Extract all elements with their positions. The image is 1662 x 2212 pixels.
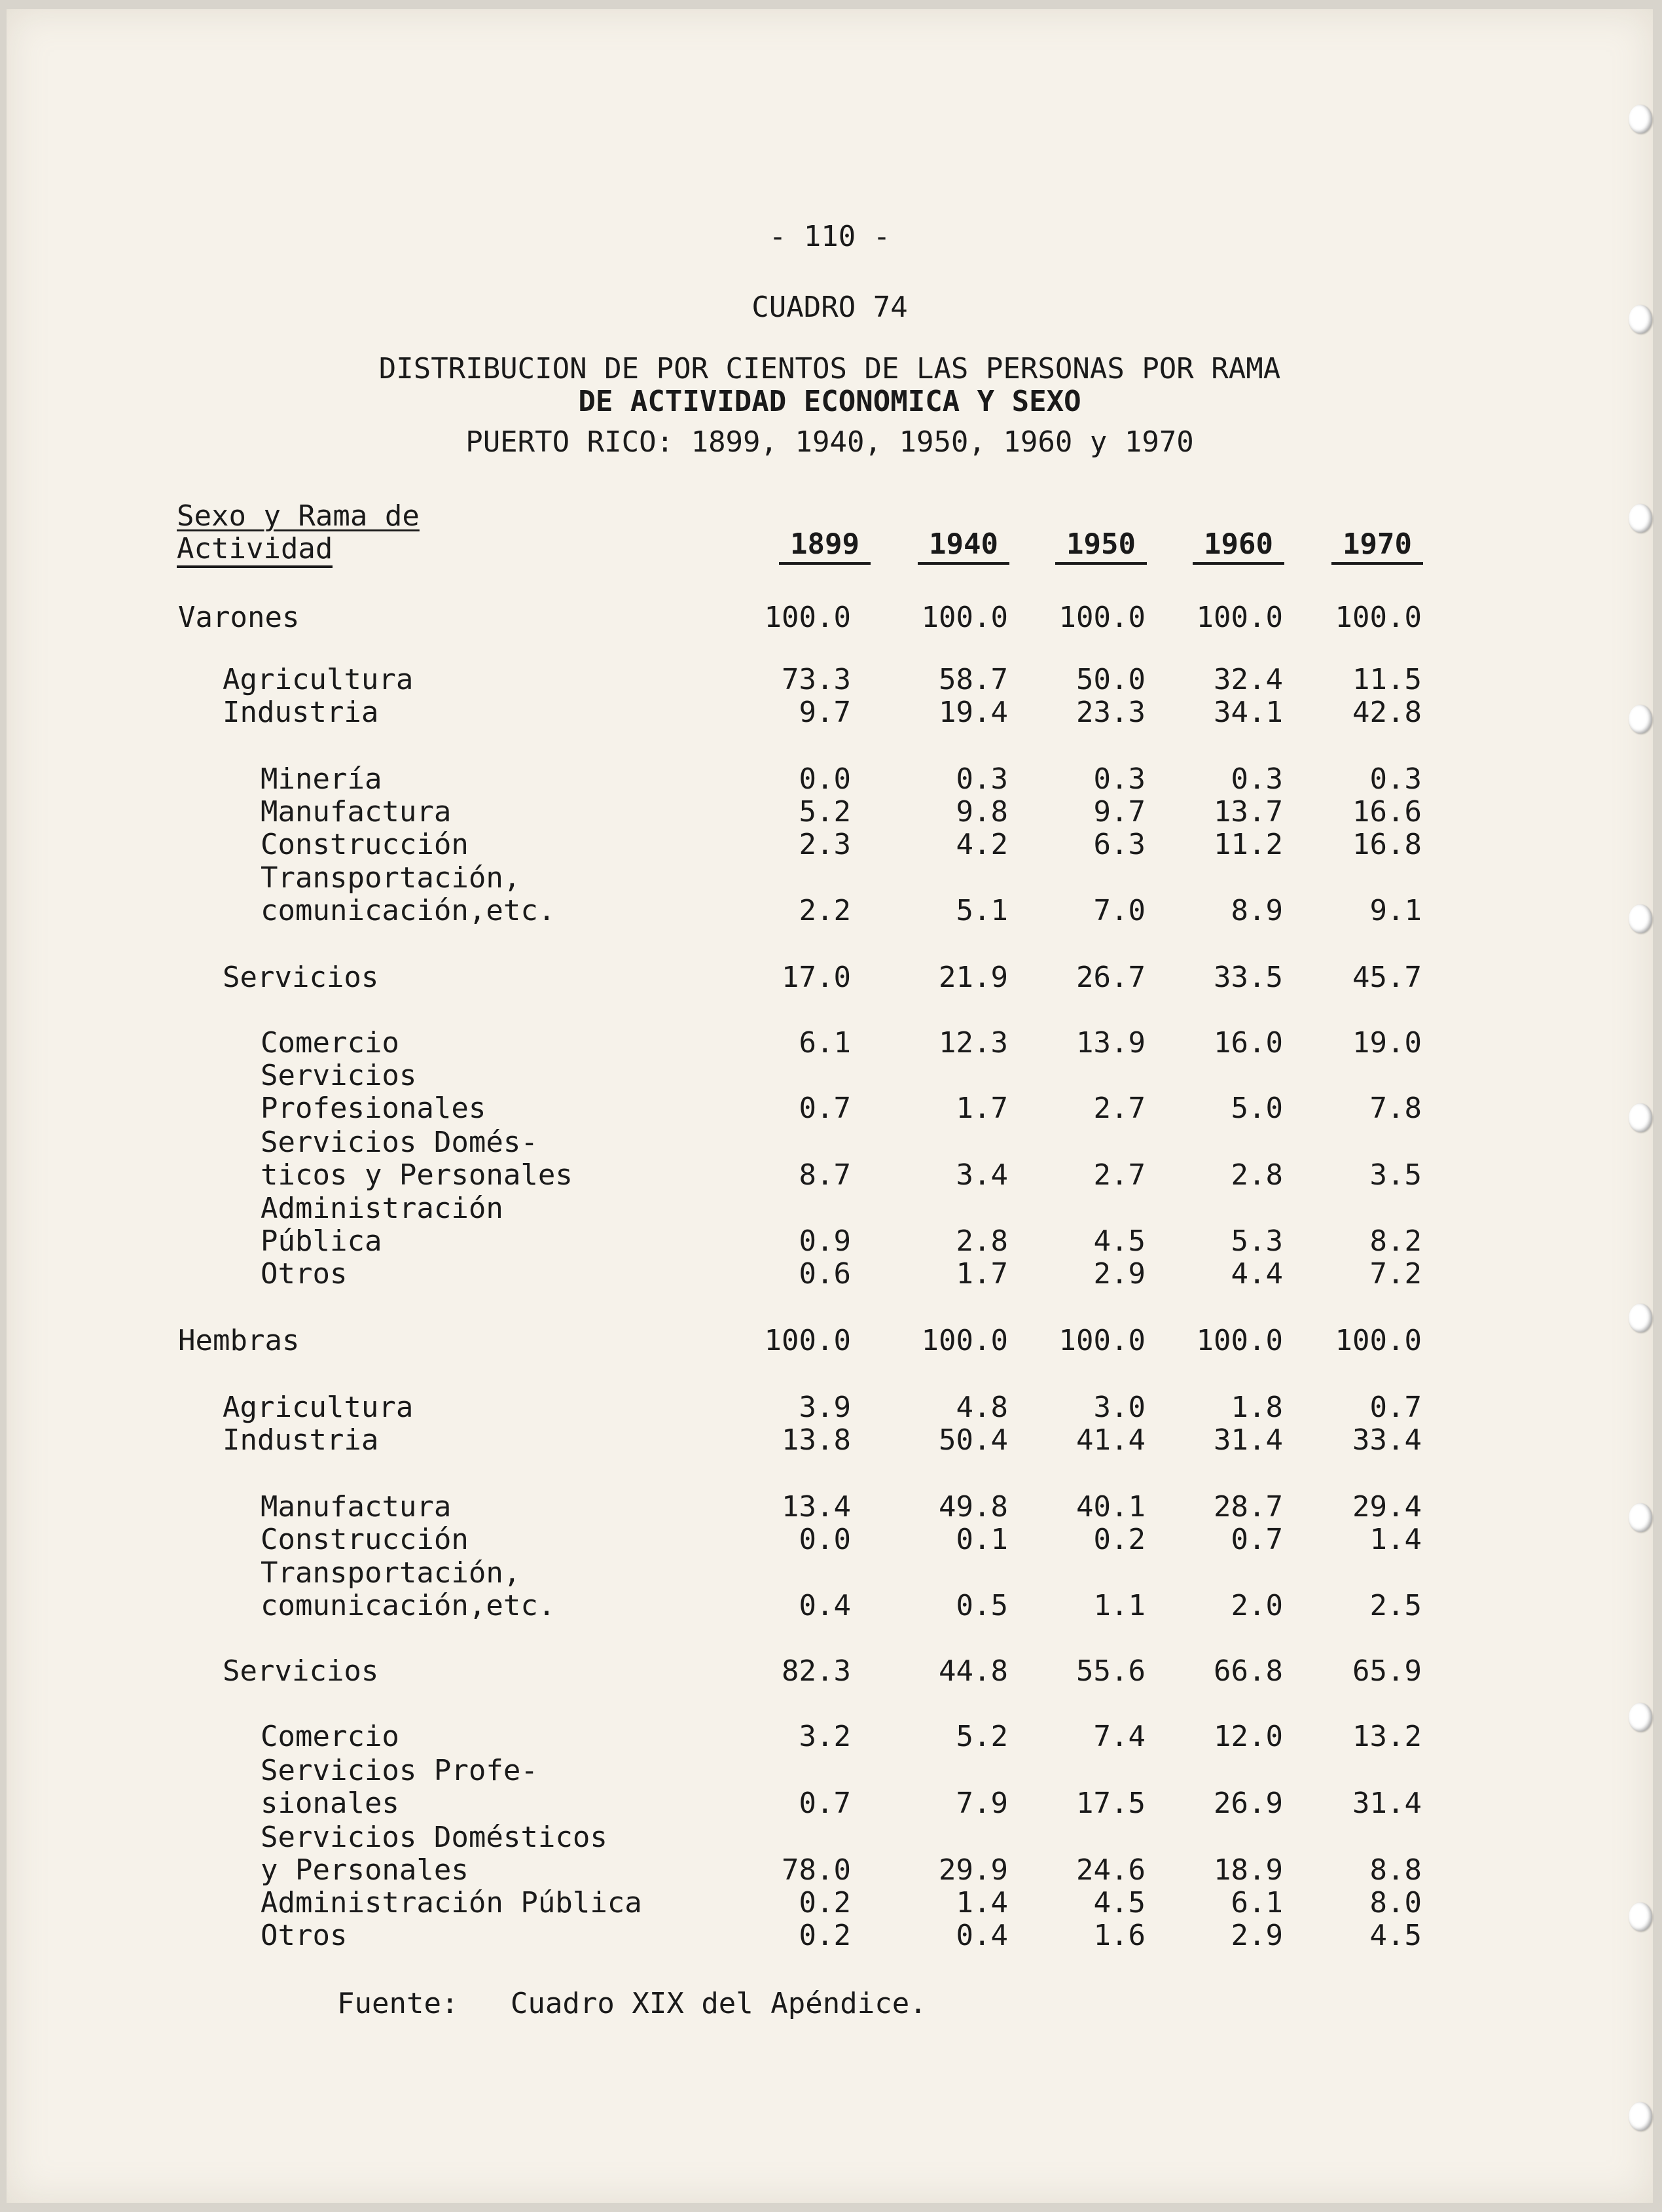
cell-value: 1.6 xyxy=(1093,1919,1146,1952)
cell-value: 3.2 xyxy=(799,1720,851,1753)
table-row xyxy=(7,1325,1653,1357)
cell-value: 2.7 xyxy=(1093,1092,1146,1125)
cell-value: 1.4 xyxy=(1369,1523,1422,1556)
cell-value: 2.7 xyxy=(1093,1158,1146,1192)
row-label: y Personales xyxy=(261,1853,469,1887)
table-row xyxy=(7,696,1653,729)
cell-value: 0.7 xyxy=(1369,1391,1422,1424)
cell-value: 0.6 xyxy=(799,1257,851,1291)
row-label: Construcción xyxy=(261,828,469,861)
cell-value: 100.0 xyxy=(764,601,851,634)
cell-value: 6.1 xyxy=(799,1026,851,1060)
cell-value: 100.0 xyxy=(1335,1324,1422,1357)
source-note xyxy=(337,1987,927,2020)
source-label: Fuente: xyxy=(337,1987,459,2020)
cell-value: 0.3 xyxy=(956,762,1008,796)
year-header: 1960 xyxy=(1193,527,1284,565)
cell-value: 7.8 xyxy=(1369,1092,1422,1125)
year-header: 1940 xyxy=(918,527,1009,565)
cell-value: 12.0 xyxy=(1214,1720,1283,1753)
row-label: Agricultura xyxy=(223,1391,414,1424)
table-row xyxy=(7,1821,1653,1854)
cell-value: 1.4 xyxy=(956,1886,1008,1919)
title-line-3: PUERTO RICO: 1899, 1940, 1950, 1960 y 1970 xyxy=(465,425,1194,459)
cell-value: 45.7 xyxy=(1352,961,1422,994)
cell-value: 1.8 xyxy=(1231,1391,1283,1424)
cell-value: 7.4 xyxy=(1093,1720,1146,1753)
cell-value: 6.3 xyxy=(1093,828,1146,861)
cell-value: 0.4 xyxy=(799,1589,851,1622)
cell-value: 2.5 xyxy=(1369,1589,1422,1622)
table-row xyxy=(7,1491,1653,1524)
title-line-1: DISTRIBUCION DE POR CIENTOS DE LAS PERSONAS POR RAMA xyxy=(378,352,1281,385)
cell-value: 7.0 xyxy=(1093,894,1146,927)
cell-value: 0.7 xyxy=(799,1787,851,1820)
cell-value: 23.3 xyxy=(1076,696,1146,729)
row-label: Transportación, xyxy=(261,1556,521,1590)
cell-value: 50.4 xyxy=(939,1423,1008,1457)
row-label: Minería xyxy=(261,762,382,796)
cell-value: 4.5 xyxy=(1093,1224,1146,1258)
row-label: Administración Pública xyxy=(261,1886,642,1919)
cell-value: 0.2 xyxy=(1093,1523,1146,1556)
cell-value: 31.4 xyxy=(1214,1423,1283,1457)
cell-value: 58.7 xyxy=(939,663,1008,696)
cell-value: 5.3 xyxy=(1231,1224,1283,1258)
cell-value: 0.9 xyxy=(799,1224,851,1258)
binder-hole xyxy=(1629,105,1652,134)
cell-value: 4.5 xyxy=(1093,1886,1146,1919)
cell-value: 100.0 xyxy=(764,1324,851,1357)
cell-value: 8.7 xyxy=(799,1158,851,1192)
cell-value: 33.5 xyxy=(1214,961,1283,994)
row-label: Servicios xyxy=(261,1059,417,1092)
cell-value: 2.9 xyxy=(1093,1257,1146,1291)
cell-value: 21.9 xyxy=(939,961,1008,994)
row-label: Servicios Domésticos xyxy=(261,1821,607,1854)
cell-value: 19.4 xyxy=(939,696,1008,729)
table-row xyxy=(7,1092,1653,1125)
cell-value: 2.2 xyxy=(799,894,851,927)
cell-value: 17.5 xyxy=(1076,1787,1146,1820)
row-label: Manufactura xyxy=(261,795,452,829)
cell-value: 12.3 xyxy=(939,1026,1008,1060)
cell-value: 34.1 xyxy=(1214,696,1283,729)
row-label: Otros xyxy=(261,1919,348,1952)
table-row xyxy=(7,895,1653,927)
cell-value: 49.8 xyxy=(939,1490,1008,1524)
cell-value: 2.9 xyxy=(1231,1919,1283,1952)
row-label: Servicios xyxy=(223,961,379,994)
binder-hole xyxy=(1629,2102,1652,2131)
row-label: Industria xyxy=(223,1423,379,1457)
cell-value: 55.6 xyxy=(1076,1654,1146,1688)
cell-value: 8.8 xyxy=(1369,1853,1422,1887)
cell-value: 11.2 xyxy=(1214,828,1283,861)
cell-value: 33.4 xyxy=(1352,1423,1422,1457)
table-row xyxy=(7,796,1653,829)
cell-value: 4.8 xyxy=(956,1391,1008,1424)
header-label-line-1: Sexo y Rama de xyxy=(177,499,420,533)
cell-value: 1.1 xyxy=(1093,1589,1146,1622)
table-row xyxy=(7,1126,1653,1159)
cell-value: 40.1 xyxy=(1076,1490,1146,1524)
cell-value: 0.3 xyxy=(1231,762,1283,796)
cell-value: 9.8 xyxy=(956,795,1008,829)
row-label: Transportación, xyxy=(261,861,521,895)
cell-value: 2.3 xyxy=(799,828,851,861)
year-header: 1950 xyxy=(1055,527,1147,565)
cell-value: 78.0 xyxy=(782,1853,851,1887)
cell-value: 13.7 xyxy=(1214,795,1283,829)
row-label: comunicación,etc. xyxy=(261,894,556,927)
cell-value: 26.7 xyxy=(1076,961,1146,994)
cell-value: 29.9 xyxy=(939,1853,1008,1887)
table-row xyxy=(7,829,1653,861)
cell-value: 28.7 xyxy=(1214,1490,1283,1524)
table-row xyxy=(7,1225,1653,1258)
cell-value: 0.7 xyxy=(799,1092,851,1125)
row-label: Hembras xyxy=(178,1324,300,1357)
cell-value: 16.0 xyxy=(1214,1026,1283,1060)
cell-value: 19.0 xyxy=(1352,1026,1422,1060)
cell-value: 5.2 xyxy=(799,795,851,829)
cell-value: 65.9 xyxy=(1352,1654,1422,1688)
row-label: Servicios Domés- xyxy=(261,1126,538,1159)
document-page xyxy=(7,9,1653,2203)
cell-value: 0.1 xyxy=(956,1523,1008,1556)
cell-value: 42.8 xyxy=(1352,696,1422,729)
row-label: ticos y Personales xyxy=(261,1158,573,1192)
cell-value: 0.3 xyxy=(1369,762,1422,796)
row-label: sionales xyxy=(261,1787,399,1820)
cell-value: 3.0 xyxy=(1093,1391,1146,1424)
row-label: comunicación,etc. xyxy=(261,1589,556,1622)
cell-value: 41.4 xyxy=(1076,1423,1146,1457)
cell-value: 9.7 xyxy=(1093,795,1146,829)
cell-value: 1.7 xyxy=(956,1092,1008,1125)
header-label-line-2: Actividad xyxy=(177,533,333,568)
column-header-label xyxy=(177,500,420,568)
cell-value: 100.0 xyxy=(1058,1324,1146,1357)
row-label: Manufactura xyxy=(261,1490,452,1524)
cell-value: 13.9 xyxy=(1076,1026,1146,1060)
table-row xyxy=(7,1655,1653,1688)
table-row xyxy=(7,1854,1653,1887)
cell-value: 24.6 xyxy=(1076,1853,1146,1887)
cell-value: 7.2 xyxy=(1369,1257,1422,1291)
cell-value: 5.2 xyxy=(956,1720,1008,1753)
cell-value: 0.3 xyxy=(1093,762,1146,796)
cell-value: 4.4 xyxy=(1231,1257,1283,1291)
cell-value: 8.9 xyxy=(1231,894,1283,927)
cell-value: 29.4 xyxy=(1352,1490,1422,1524)
cell-value: 8.0 xyxy=(1369,1886,1422,1919)
binder-hole xyxy=(1629,504,1652,533)
cell-value: 0.0 xyxy=(799,762,851,796)
cell-value: 13.4 xyxy=(782,1490,851,1524)
cell-value: 0.2 xyxy=(799,1919,851,1952)
cell-value: 3.5 xyxy=(1369,1158,1422,1192)
table-row xyxy=(7,1391,1653,1424)
cell-value: 0.7 xyxy=(1231,1523,1283,1556)
cell-value: 5.0 xyxy=(1231,1092,1283,1125)
row-label: Agricultura xyxy=(223,663,414,696)
row-label: Comercio xyxy=(261,1026,399,1060)
cell-value: 100.0 xyxy=(1058,601,1146,634)
table-row xyxy=(7,1258,1653,1291)
row-label: Pública xyxy=(261,1224,382,1258)
cell-value: 9.7 xyxy=(799,696,851,729)
cell-value: 7.9 xyxy=(956,1787,1008,1820)
table-row xyxy=(7,1887,1653,1919)
cell-value: 0.5 xyxy=(956,1589,1008,1622)
year-header: 1970 xyxy=(1331,527,1423,565)
cell-value: 1.7 xyxy=(956,1257,1008,1291)
table-row xyxy=(7,1060,1653,1092)
cell-value: 44.8 xyxy=(939,1654,1008,1688)
table-number: CUADRO 74 xyxy=(751,291,908,324)
table-row xyxy=(7,1787,1653,1820)
page-number: - 110 - xyxy=(768,220,891,253)
cell-value: 2.8 xyxy=(956,1224,1008,1258)
row-label: Varones xyxy=(178,601,300,634)
cell-value: 32.4 xyxy=(1214,663,1283,696)
cell-value: 100.0 xyxy=(921,601,1008,634)
cell-value: 2.8 xyxy=(1231,1158,1283,1192)
table-row xyxy=(7,961,1653,994)
table-row xyxy=(7,1755,1653,1787)
row-label: Construcción xyxy=(261,1523,469,1556)
table-row xyxy=(7,1590,1653,1622)
cell-value: 73.3 xyxy=(782,663,851,696)
table-row xyxy=(7,1524,1653,1556)
row-label: Industria xyxy=(223,696,379,729)
title-line-2: DE ACTIVIDAD ECONOMICA Y SEXO xyxy=(578,385,1081,418)
cell-value: 0.4 xyxy=(956,1919,1008,1952)
table-row xyxy=(7,601,1653,634)
cell-value: 18.9 xyxy=(1214,1853,1283,1887)
table-row xyxy=(7,1027,1653,1060)
table-title xyxy=(7,353,1653,459)
row-label: Administración xyxy=(261,1192,503,1225)
cell-value: 100.0 xyxy=(921,1324,1008,1357)
table-row xyxy=(7,1159,1653,1192)
table-row xyxy=(7,1721,1653,1753)
row-label: Profesionales xyxy=(261,1092,486,1125)
cell-value: 0.2 xyxy=(799,1886,851,1919)
cell-value: 0.0 xyxy=(799,1523,851,1556)
cell-value: 100.0 xyxy=(1196,1324,1283,1357)
row-label: Otros xyxy=(261,1257,348,1291)
table-row xyxy=(7,763,1653,796)
cell-value: 16.6 xyxy=(1352,795,1422,829)
table-row xyxy=(7,1424,1653,1457)
table-row xyxy=(7,862,1653,895)
table-row xyxy=(7,664,1653,696)
cell-value: 3.4 xyxy=(956,1158,1008,1192)
cell-value: 17.0 xyxy=(782,961,851,994)
table-row xyxy=(7,1192,1653,1225)
row-label: Comercio xyxy=(261,1720,399,1753)
row-label: Servicios xyxy=(223,1654,379,1688)
cell-value: 13.8 xyxy=(782,1423,851,1457)
cell-value: 100.0 xyxy=(1335,601,1422,634)
source-text: Cuadro XIX del Apéndice. xyxy=(510,1987,927,2020)
cell-value: 8.2 xyxy=(1369,1224,1422,1258)
cell-value: 4.2 xyxy=(956,828,1008,861)
cell-value: 2.0 xyxy=(1231,1589,1283,1622)
cell-value: 31.4 xyxy=(1352,1787,1422,1820)
cell-value: 3.9 xyxy=(799,1391,851,1424)
cell-value: 26.9 xyxy=(1214,1787,1283,1820)
cell-value: 50.0 xyxy=(1076,663,1146,696)
cell-value: 82.3 xyxy=(782,1654,851,1688)
cell-value: 16.8 xyxy=(1352,828,1422,861)
table-row xyxy=(7,1919,1653,1952)
table-row xyxy=(7,1557,1653,1590)
cell-value: 6.1 xyxy=(1231,1886,1283,1919)
cell-value: 100.0 xyxy=(1196,601,1283,634)
cell-value: 5.1 xyxy=(956,894,1008,927)
cell-value: 9.1 xyxy=(1369,894,1422,927)
cell-value: 4.5 xyxy=(1369,1919,1422,1952)
cell-value: 66.8 xyxy=(1214,1654,1283,1688)
cell-value: 11.5 xyxy=(1352,663,1422,696)
row-label: Servicios Profe- xyxy=(261,1754,538,1787)
year-header: 1899 xyxy=(779,527,871,565)
cell-value: 13.2 xyxy=(1352,1720,1422,1753)
